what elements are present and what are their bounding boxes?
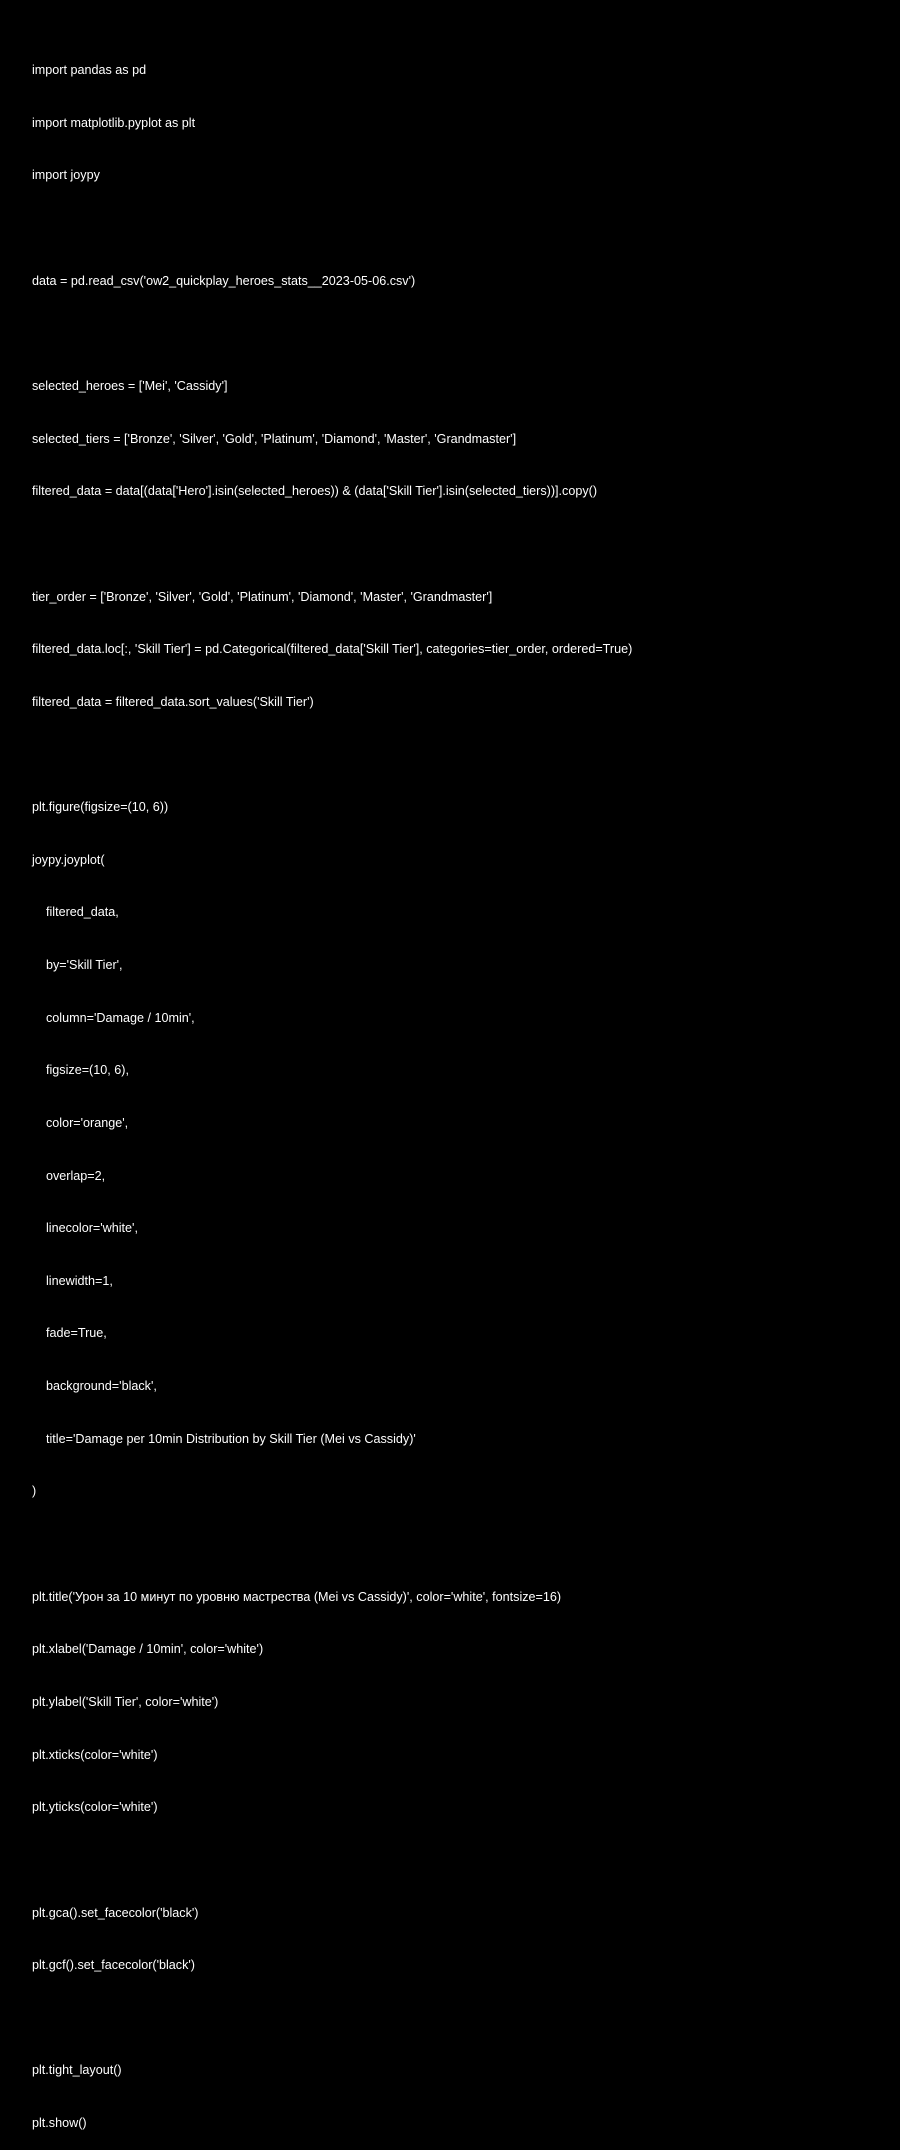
code-line: plt.xticks(color='white') (32, 1747, 158, 1762)
code-line: import pandas as pd (32, 63, 147, 78)
code-line: color='orange', (32, 1115, 129, 1130)
code-line: plt.title('Урон за 10 минут по уровню мастрества (Mei vs Cassidy)', color='white', fontsize=16) (32, 1589, 562, 1604)
code-line: linewidth=1, (32, 1273, 113, 1288)
code-line: filtered_data.loc[:, 'Skill Tier'] = pd.Categorical(filtered_data['Skill Tier'], categories=tier_order, ordered=True) (32, 642, 633, 657)
code-line: fade=True, (32, 1326, 107, 1341)
code-line: plt.gcf().set_facecolor('black') (32, 1958, 195, 1973)
code-line: background='black', (32, 1379, 157, 1394)
code-line: filtered_data = data[(data['Hero'].isin(selected_heroes)) & (data['Skill Tier'].isin(selected_tiers))].copy() (32, 484, 598, 499)
code-line: joypy.joyplot( (32, 852, 105, 867)
code-line: plt.gca().set_facecolor('black') (32, 1905, 199, 1920)
code-line: import joypy (32, 168, 100, 183)
code-block (32, 27, 882, 2150)
code-line: filtered_data = filtered_data.sort_values('Skill Tier') (32, 694, 314, 709)
code-line: tier_order = ['Bronze', 'Silver', 'Gold', 'Platinum', 'Diamond', 'Master', 'Grandmaster'] (32, 589, 493, 604)
code-line: data = pd.read_csv('ow2_quickplay_heroes_stats__2023-05-06.csv') (32, 273, 416, 288)
code-line (32, 1852, 882, 1870)
code-line: plt.ylabel('Skill Tier', color='white') (32, 1694, 219, 1709)
code-line: plt.figure(figsize=(10, 6)) (32, 800, 169, 815)
code-line: ) (32, 1484, 37, 1499)
code-line: column='Damage / 10min', (32, 1010, 195, 1025)
code-line: plt.show() (32, 2116, 87, 2131)
code-line: by='Skill Tier', (32, 957, 123, 972)
code-line (32, 325, 882, 343)
code-line: plt.xlabel('Damage / 10min', color='white') (32, 1642, 264, 1657)
code-line: linecolor='white', (32, 1221, 138, 1236)
code-line (32, 1536, 882, 1554)
code-line: plt.tight_layout() (32, 2063, 122, 2078)
code-line: selected_heroes = ['Mei', 'Cassidy'] (32, 378, 228, 393)
code-line (32, 2010, 882, 2028)
code-line: overlap=2, (32, 1168, 106, 1183)
code-line: title='Damage per 10min Distribution by Skill Tier (Mei vs Cassidy)' (32, 1431, 416, 1446)
code-line: selected_tiers = ['Bronze', 'Silver', 'Gold', 'Platinum', 'Diamond', 'Master', 'Grandmaster'] (32, 431, 517, 446)
code-line: import matplotlib.pyplot as plt (32, 115, 196, 130)
code-line (32, 536, 882, 554)
code-line: figsize=(10, 6), (32, 1063, 129, 1078)
code-line: filtered_data, (32, 905, 119, 920)
code-line (32, 220, 882, 238)
code-line (32, 746, 882, 764)
code-line: plt.yticks(color='white') (32, 1800, 158, 1815)
